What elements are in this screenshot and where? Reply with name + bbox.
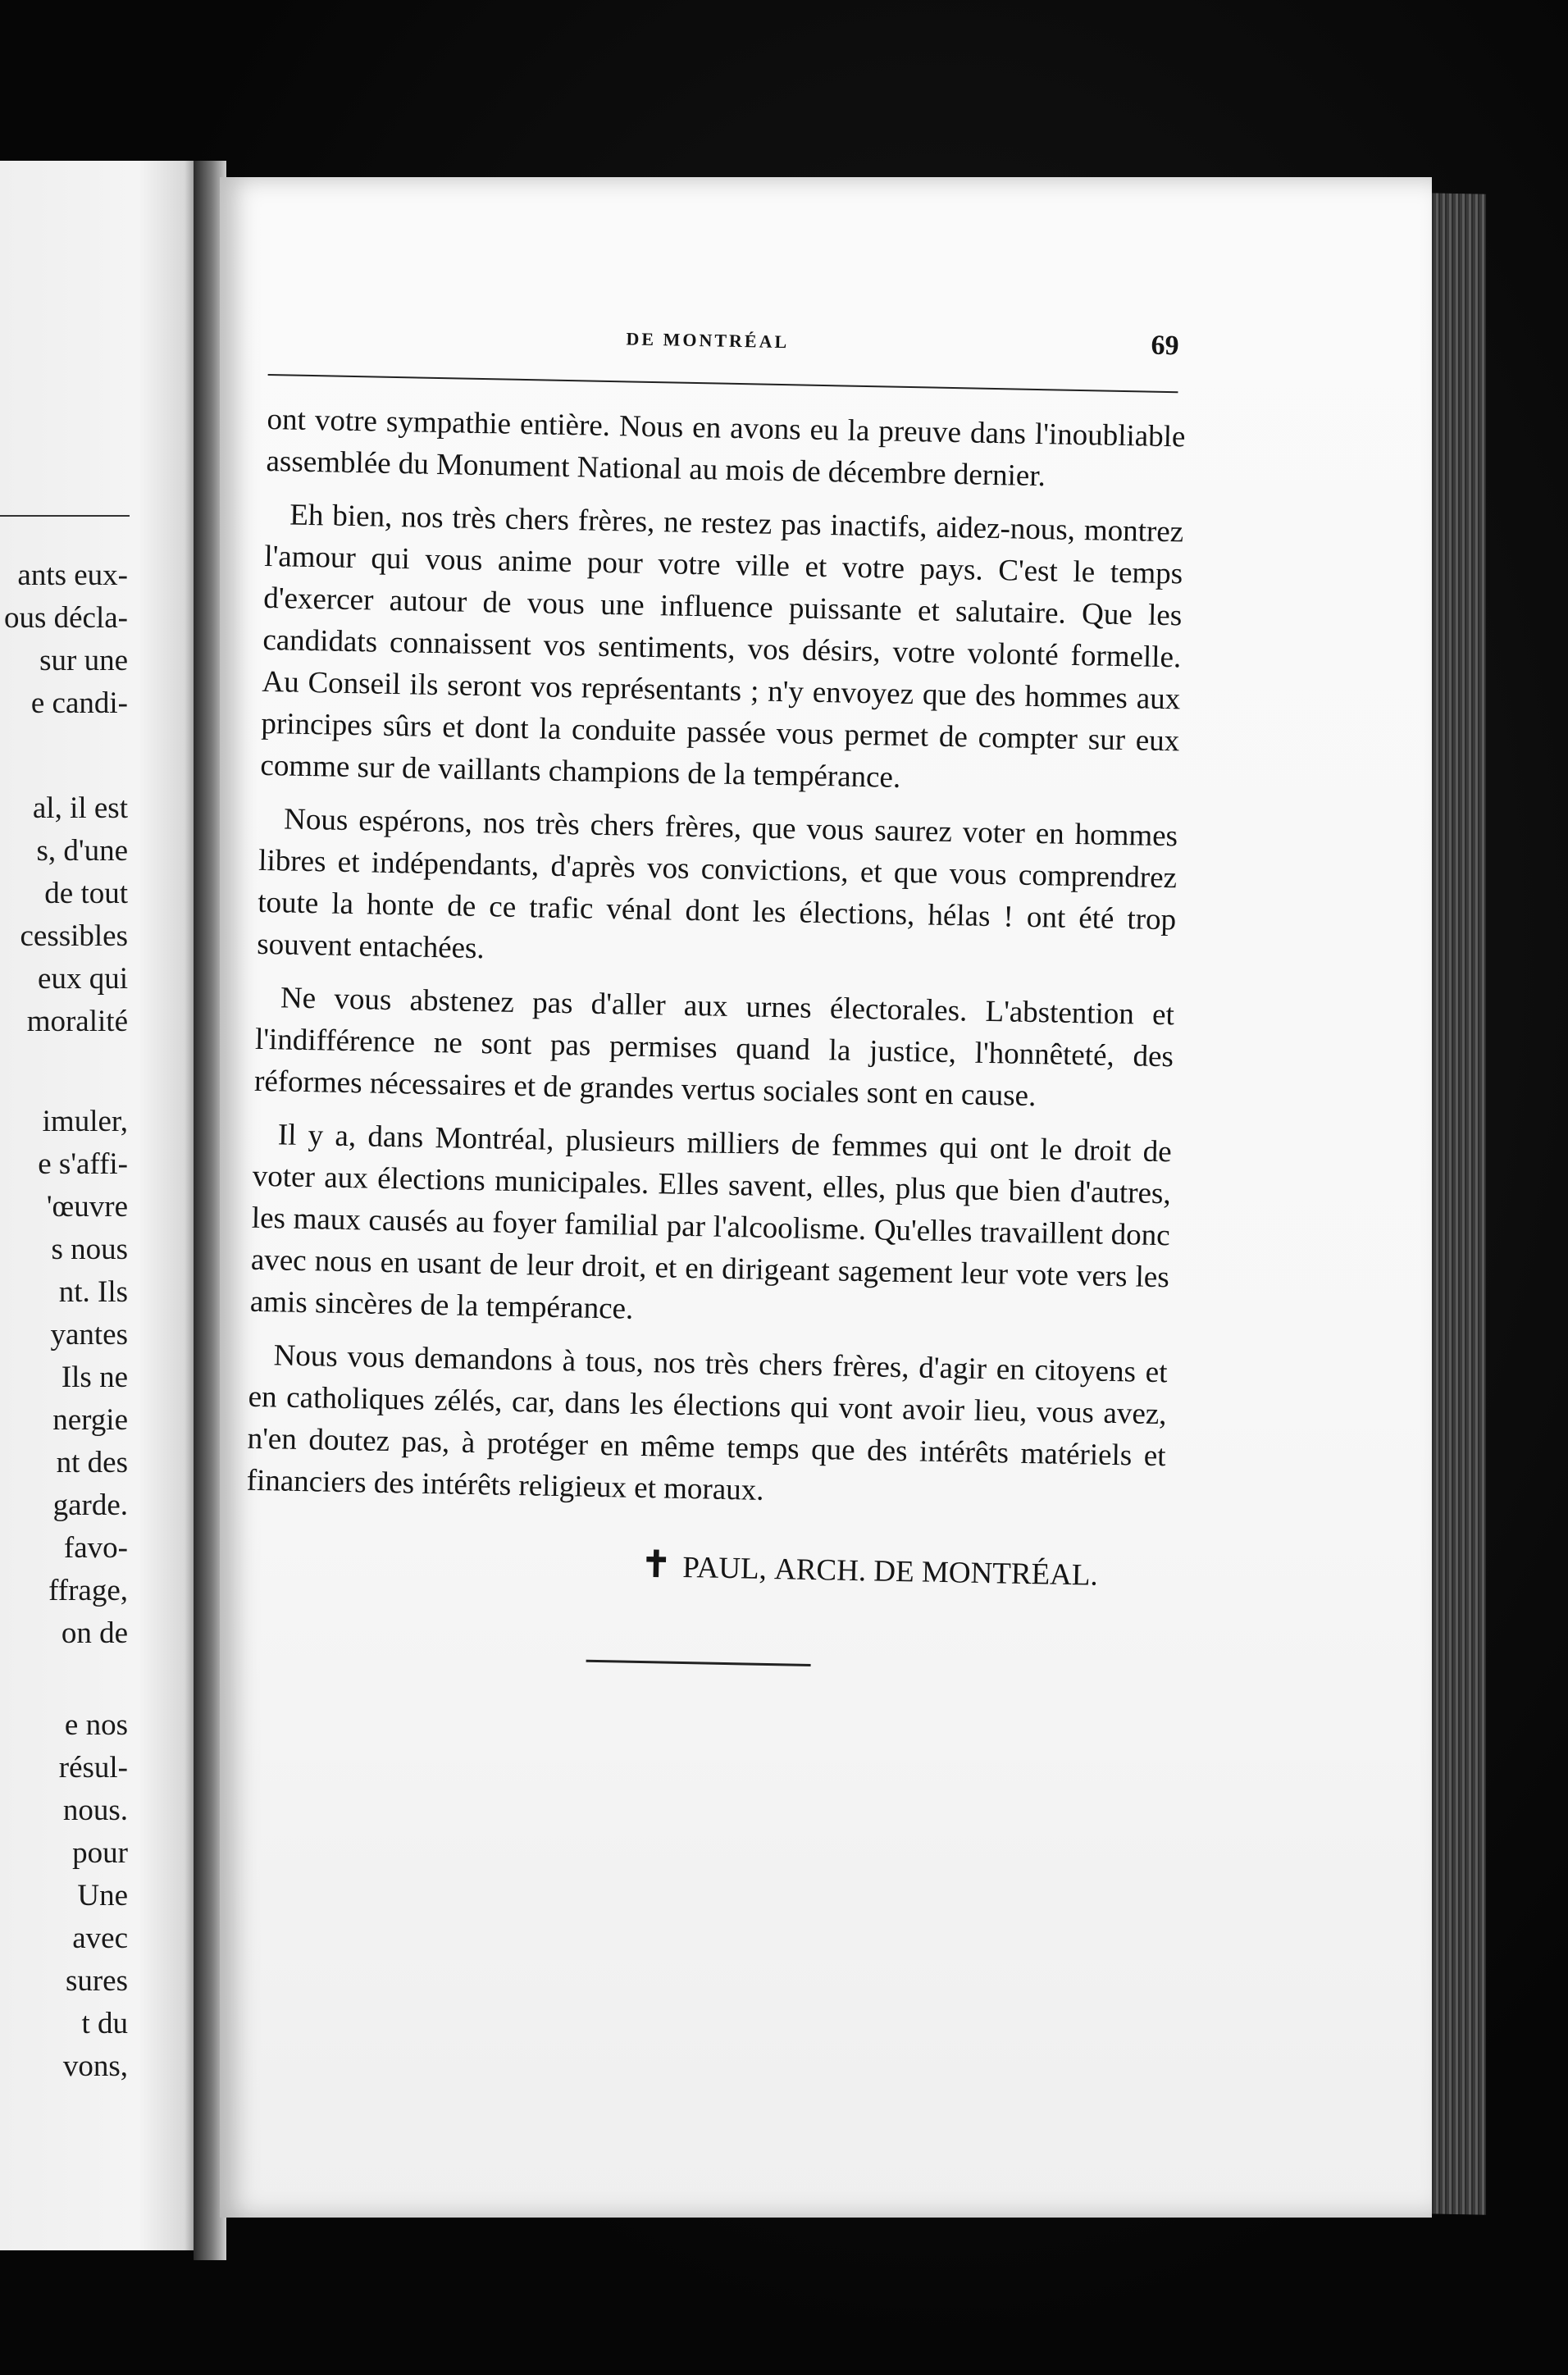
paragraph: Nous vous demandons à tous, nos très chers frères, d'agir en citoyens et en catholiques zélés, car, dans les élections qui vont avoir lieu, vous avez, n'en doutez pas, à protéger en même temps que des intérêts matériels et financiers des intérêts religieux et moraux.: [246, 1338, 1168, 1507]
left-page-line: s nous: [51, 1233, 128, 1266]
left-page-line: ants eux-: [17, 558, 128, 592]
running-head: [268, 317, 1179, 391]
left-page-line: vons,: [62, 2049, 128, 2083]
end-rule: [586, 1660, 811, 1666]
paragraph: Eh bien, nos très chers frères, ne restez pas inactifs, aidez-nous, montrez l'amour qui vous anime pour votre ville et votre pays. C'est le temps d'exercer autour de vous une influence puissante et salutaire. Que les candidats connaissent vos sentiments, vos désirs, votre volonté formelle. Au Conseil ils seront vos représentants ; n'y envoyez que des hommes aux principes sûrs et dont la conduite passée vous permet de compter sur eux comme sur de vaillants champions de la tempérance.: [260, 498, 1184, 795]
paragraph: Ne vous abstenez pas d'aller aux urnes électorales. L'abstention et l'indifférence ne sont pas permises quand la justice, l'honnêteté, des réformes nécessaires et de grandes vertus sociales sont en cause.: [253, 981, 1175, 1114]
paragraph: ont votre sympathie entière. Nous en avons eu la preuve dans l'inoubliable assemblée du Monument National au mois de décembre dernier.: [266, 402, 1186, 494]
left-page-line: avec: [72, 1921, 128, 1955]
left-page-line: e candi-: [30, 686, 128, 720]
left-page-rule: [0, 515, 130, 517]
signature-name: PAUL,: [682, 1550, 768, 1586]
left-page-line: nergie: [52, 1403, 128, 1437]
left-page-line: t du: [81, 2007, 128, 2040]
left-page-line: sures: [65, 1964, 128, 1998]
left-page-line: nt des: [56, 1446, 128, 1479]
paragraph: Il y a, dans Montréal, plusieurs milliers de femmes qui ont le droit de voter aux élections municipales. Elles savent, elles, plus que bien d'autres, les maux causés au foyer familial par l'alcoolisme. Qu'elles travaillent donc avec nous en usant de leur droit, et en dirigeant sagement leur vote vers les amis sincères de la tempérance.: [249, 1118, 1173, 1326]
left-page-line: ous décla-: [3, 601, 128, 635]
left-page-line: ffrage,: [48, 1574, 128, 1607]
left-page-line: Ils ne: [61, 1361, 128, 1394]
running-title: DE MONTRÉAL: [626, 328, 790, 353]
left-page-line: s, d'une: [36, 834, 128, 868]
signature-title: ARCH. DE MONTRÉAL.: [773, 1552, 1099, 1593]
left-page-line: nt. Ils: [58, 1275, 128, 1309]
left-page-line: 'œuvre: [46, 1190, 128, 1224]
page-content: [244, 317, 1187, 1673]
left-page-line: pour: [72, 1836, 128, 1870]
left-page-line: résul-: [58, 1751, 128, 1785]
left-page-line: e s'affi-: [38, 1147, 128, 1181]
page-edges: [1427, 193, 1486, 2215]
left-page-line: al, il est: [32, 791, 128, 825]
left-page-line: eux qui: [38, 962, 128, 996]
signature: [244, 1536, 1164, 1595]
left-page-line: nous.: [62, 1794, 128, 1827]
left-page-line: cessibles: [20, 919, 128, 953]
left-page-line: garde.: [52, 1488, 128, 1522]
left-page-line: de tout: [44, 877, 128, 910]
left-page-line: moralité: [26, 1005, 128, 1038]
cross-icon: ✝: [640, 1543, 672, 1585]
left-page-line: sur une: [39, 644, 128, 677]
left-page-line: yantes: [50, 1318, 128, 1352]
left-page-line: on de: [61, 1616, 128, 1650]
left-page: [0, 161, 198, 2250]
paragraph: Nous espérons, nos très chers frères, que vous saurez voter en hommes libres et indépendants, d'après vos convictions, et que vous comprendrez toute la honte de ce trafic vénal dont les élections, hélas ! ont été trop souvent entachées.: [256, 802, 1178, 966]
left-page-line: e nos: [64, 1708, 128, 1742]
left-page-line: imuler,: [42, 1105, 128, 1138]
page-number: 69: [1151, 330, 1179, 362]
right-page: [220, 177, 1432, 2218]
left-page-line: Une: [77, 1879, 128, 1912]
left-page-line: favo-: [63, 1531, 128, 1565]
